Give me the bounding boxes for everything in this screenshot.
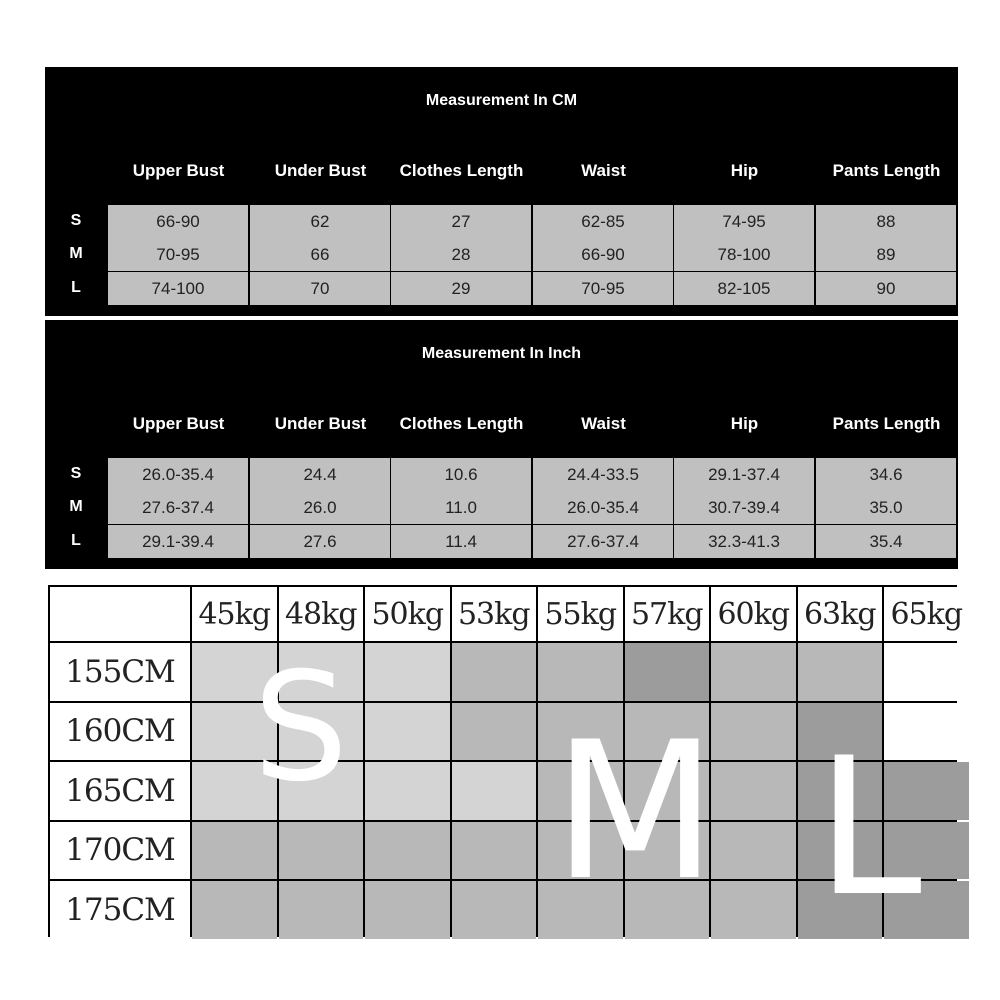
size-grid-cell	[365, 762, 450, 820]
size-grid-cell	[279, 822, 364, 880]
table-cell: 32.3-41.3	[674, 525, 814, 558]
table-cell: 70	[250, 272, 390, 305]
table-cell: 27	[391, 205, 531, 238]
size-grid-cell	[452, 822, 537, 880]
weight-header: 65kg	[884, 587, 969, 641]
height-label: 155CM	[50, 643, 190, 701]
table-cell: 62-85	[533, 205, 673, 238]
table-cell: 27.6-37.4	[533, 525, 673, 558]
column-header: Clothes Length	[399, 414, 524, 433]
table-cell: 24.4	[250, 458, 390, 491]
table-cell: 35.0	[816, 491, 956, 524]
size-grid-cell	[711, 762, 796, 820]
size-grid-cell	[365, 881, 450, 939]
table-cell: 89	[816, 238, 956, 271]
weight-header: 45kg	[192, 587, 277, 641]
table-cell: 24.4-33.5	[533, 458, 673, 491]
table-cell: 26.0-35.4	[533, 491, 673, 524]
table-cell: 27.6	[250, 525, 390, 558]
weight-header: 57kg	[625, 587, 710, 641]
size-grid-cell	[192, 822, 277, 880]
height-label: 170CM	[50, 822, 190, 880]
table-cell: 11.0	[391, 491, 531, 524]
table-cell: 66-90	[533, 238, 673, 271]
table-cell: 28	[391, 238, 531, 271]
column-header: Under Bust	[274, 161, 367, 180]
size-letter-s: S	[253, 641, 349, 815]
weight-header: 53kg	[452, 587, 537, 641]
size-label: L	[71, 532, 81, 549]
size-letter-m: M	[553, 701, 717, 922]
table-cell: 30.7-39.4	[674, 491, 814, 524]
table-cell: 29.1-39.4	[108, 525, 248, 558]
table-cell: 78-100	[674, 238, 814, 271]
size-grid-cell	[365, 643, 450, 701]
weight-header: 63kg	[798, 587, 883, 641]
table-cell: 82-105	[674, 272, 814, 305]
size-label: S	[70, 465, 82, 482]
size-grid-cell	[538, 643, 623, 701]
column-header: Pants Length	[832, 414, 941, 433]
column-header: Hip	[730, 161, 759, 180]
size-grid-cell	[365, 703, 450, 761]
height-label: 175CM	[50, 881, 190, 939]
table-cell: 74-100	[108, 272, 248, 305]
height-label: 160CM	[50, 703, 190, 761]
size-label: S	[70, 212, 82, 229]
column-header: Under Bust	[274, 414, 367, 433]
size-label: M	[69, 245, 83, 262]
column-header: Waist	[581, 161, 626, 180]
column-header: Upper Bust	[132, 161, 225, 180]
size-grid-cell	[625, 643, 710, 701]
size-grid-cell	[711, 703, 796, 761]
height-label: 165CM	[50, 762, 190, 820]
column-header: Hip	[730, 414, 759, 433]
weight-header: 60kg	[711, 587, 796, 641]
weight-header: 50kg	[365, 587, 450, 641]
table-title: Measurement In CM	[425, 92, 578, 109]
size-grid-cell	[452, 643, 537, 701]
weight-header: 55kg	[538, 587, 623, 641]
table-cell: 27.6-37.4	[108, 491, 248, 524]
size-grid-cell	[452, 762, 537, 820]
table-cell: 35.4	[816, 525, 956, 558]
table-cell: 34.6	[816, 458, 956, 491]
column-header: Clothes Length	[399, 161, 524, 180]
table-cell: 66-90	[108, 205, 248, 238]
size-grid-cell	[711, 643, 796, 701]
size-grid-cell	[365, 822, 450, 880]
size-label: M	[69, 498, 83, 515]
column-header: Pants Length	[832, 161, 941, 180]
size-grid-cell	[798, 643, 883, 701]
size-letter-l: L	[816, 717, 922, 938]
size-grid-cell	[884, 643, 969, 701]
table-cell: 26.0-35.4	[108, 458, 248, 491]
size-grid-cell	[452, 703, 537, 761]
size-grid-cell	[711, 822, 796, 880]
weight-header: 48kg	[279, 587, 364, 641]
table-cell: 29.1-37.4	[674, 458, 814, 491]
grid-corner-cell	[50, 587, 190, 641]
table-cell: 74-95	[674, 205, 814, 238]
inch-measurement-table	[45, 320, 958, 569]
table-cell: 70-95	[533, 272, 673, 305]
table-cell: 11.4	[391, 525, 531, 558]
table-cell: 62	[250, 205, 390, 238]
size-label: L	[71, 279, 81, 296]
table-cell: 90	[816, 272, 956, 305]
column-header: Waist	[581, 414, 626, 433]
table-cell: 26.0	[250, 491, 390, 524]
table-cell: 10.6	[391, 458, 531, 491]
table-cell: 88	[816, 205, 956, 238]
table-cell: 66	[250, 238, 390, 271]
table-cell: 29	[391, 272, 531, 305]
table-cell: 70-95	[108, 238, 248, 271]
column-header: Upper Bust	[132, 414, 225, 433]
size-grid-cell	[279, 881, 364, 939]
size-grid-cell	[192, 881, 277, 939]
size-grid-cell	[452, 881, 537, 939]
size-recommendation-grid	[48, 585, 963, 938]
size-grid-cell	[711, 881, 796, 939]
table-title: Measurement In Inch	[421, 345, 582, 362]
cm-measurement-table	[45, 67, 958, 316]
